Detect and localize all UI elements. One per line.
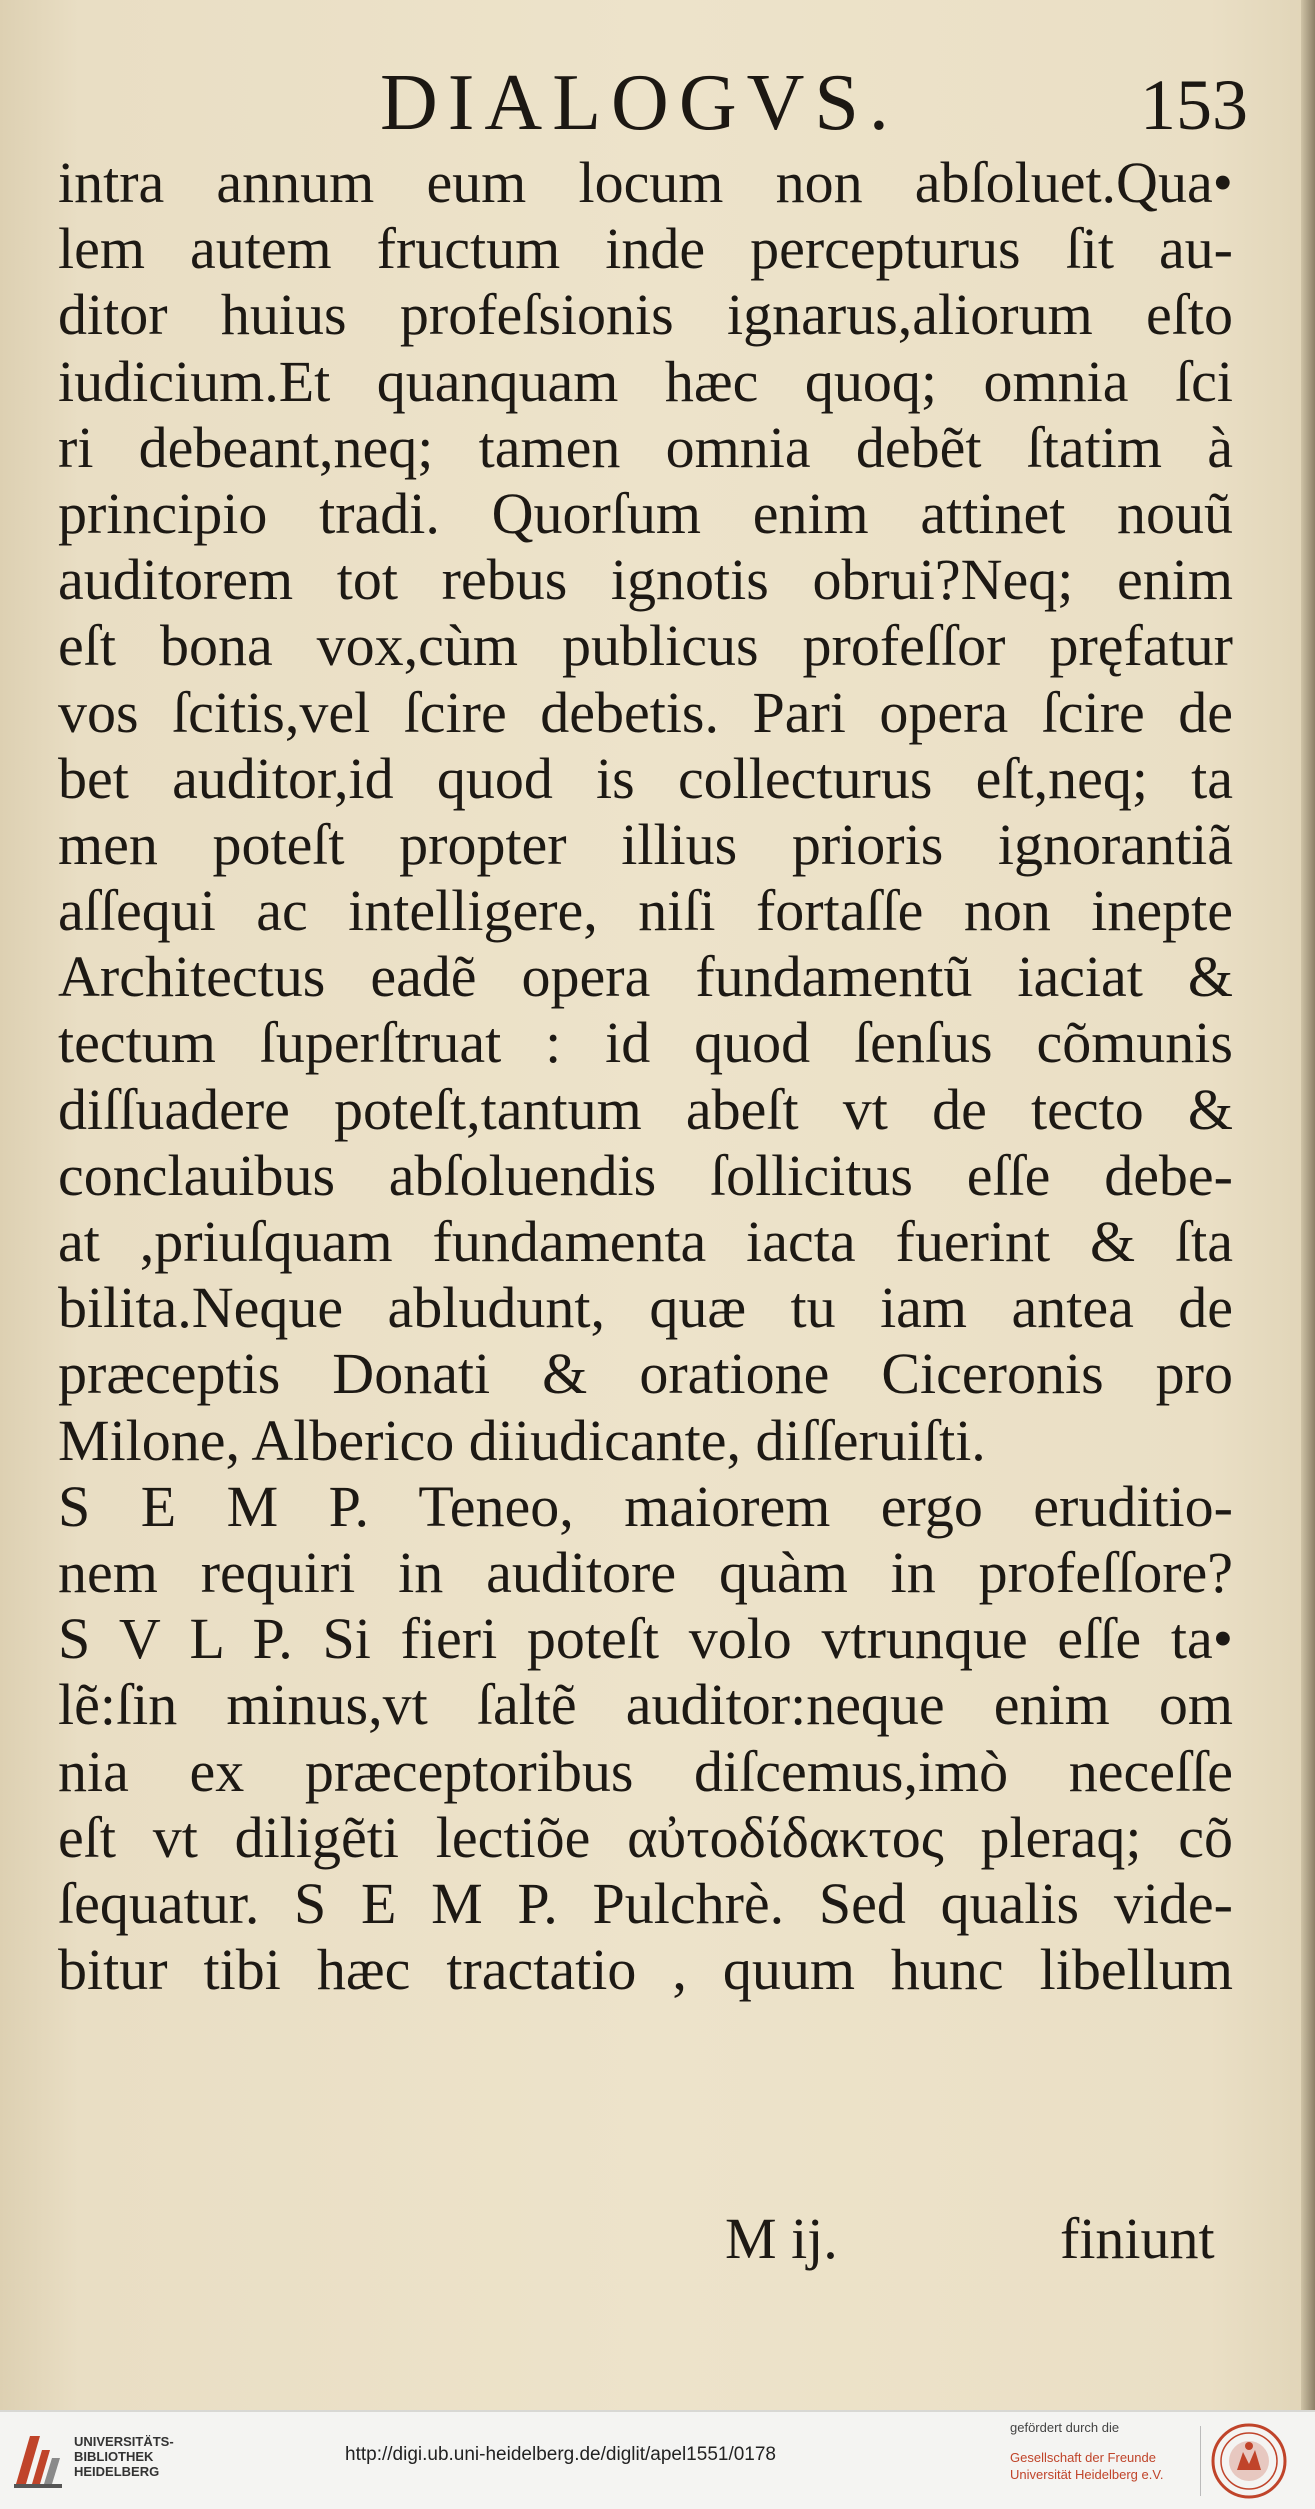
text-line: Architectus eadẽ opera fundamentũ iaciat & [58,944,1233,1010]
text-line: tectum ſuperſtruat : id quod ſenſus cõmunis [58,1010,1233,1076]
library-name-line: BIBLIOTHEK [74,2449,154,2464]
signature-mark: M ij. [725,2206,838,2271]
text-line: S V L P. Si fieri poteſt volo vtrunque eſſe ta• [58,1606,1233,1672]
text-line: Milone, Alberico diiudicante, diſſeruiſti. [58,1407,986,1473]
text-line: eſt bona vox,cùm publicus profeſſor pręfatur [58,613,1233,679]
viewer-footer [0,2410,1315,2509]
text-line: bilita.Neque abludunt, quæ tu iam antea de [58,1275,1233,1341]
text-line: lẽ:ſin minus,vt ſaltẽ auditor:neque enim om [58,1672,1233,1738]
text-line: iudicium.Et quanquam hæc quoq; omnia ſci [58,348,1233,414]
running-head: DIALOGVS. [380,59,899,147]
library-name-line: HEIDELBERG [74,2464,160,2479]
text-line: intra annum eum locum non abſoluet.Qua• [58,150,1233,215]
library-name-line: UNIVERSITÄTS- [74,2434,174,2449]
text-line: ditor huius profeſsionis ignarus,aliorum eſto [58,282,1233,348]
sponsor-org-line: Gesellschaft der Freunde [1010,2450,1156,2465]
text-line: ſequatur. S E M P. Pulchrè. Sed qualis vide- [58,1870,1233,1936]
sponsor-credit[interactable] [1010,2420,1205,2483]
library-name[interactable] [74,2434,174,2479]
sponsor-org-line: Universität Heidelberg e.V. [1010,2467,1164,2482]
text-line: præceptis Donati & oratione Ciceronis pro [58,1341,1233,1407]
text-line: bet auditor,id quod is collecturus eſt,neq; ta [58,745,1233,811]
university-library-logo-icon[interactable] [10,2426,66,2490]
text-line: principio tradi. Quorſum enim attinet nouũ [58,480,1233,546]
page-number: 153 [1140,65,1248,145]
text-line: conclauibus abſoluendis ſollicitus eſſe debe- [58,1142,1233,1208]
text-line: eſt vt diligẽti lectiõe αὐτοδίδακτος pleraq; cõ [58,1804,1233,1870]
university-seal-icon[interactable] [1210,2422,1288,2500]
divider [1200,2426,1201,2496]
text-line: lem autem fructum inde percepturus ſit au- [58,216,1233,282]
text-line: vos ſcitis,vel ſcire debetis. Pari opera ſcire de [58,679,1233,745]
text-line: diſſuadere poteſt,tantum abeſt vt de tecto & [58,1076,1233,1142]
text-line: ri debeant,neq; tamen omnia debẽt ſtatim à [58,414,1233,480]
text-line: S E M P. Teneo, maiorem ergo eruditio- [58,1473,1233,1539]
page-edge-shadow [1301,0,1315,2410]
text-line: auditorem tot rebus ignotis obrui?Neq; enim [58,547,1233,613]
text-line: at ,priuſquam fundamenta iacta fuerint & ſta [58,1209,1233,1274]
permalink[interactable]: http://digi.ub.uni-heidelberg.de/diglit/apel1551/0178 [345,2444,776,2465]
text-line: nem requiri in auditore quàm in profeſſore? [58,1539,1233,1605]
sponsor-prefix: gefördert durch die [1010,2420,1120,2435]
catchword: finiunt [1060,2206,1215,2271]
page-foot [0,2205,1315,2275]
text-line: aſſequi ac intelligere, niſi fortaſſe non inepte [58,878,1233,944]
body-text [58,150,1233,2003]
text-line: bitur tibi hæc tractatio , quum hunc libellum [58,1937,1233,2003]
page-header [0,58,1315,148]
text-line: men poteſt propter illius prioris ignorantiã [58,811,1233,877]
text-line: nia ex præceptoribus diſcemus,imò neceſſe [58,1738,1233,1804]
